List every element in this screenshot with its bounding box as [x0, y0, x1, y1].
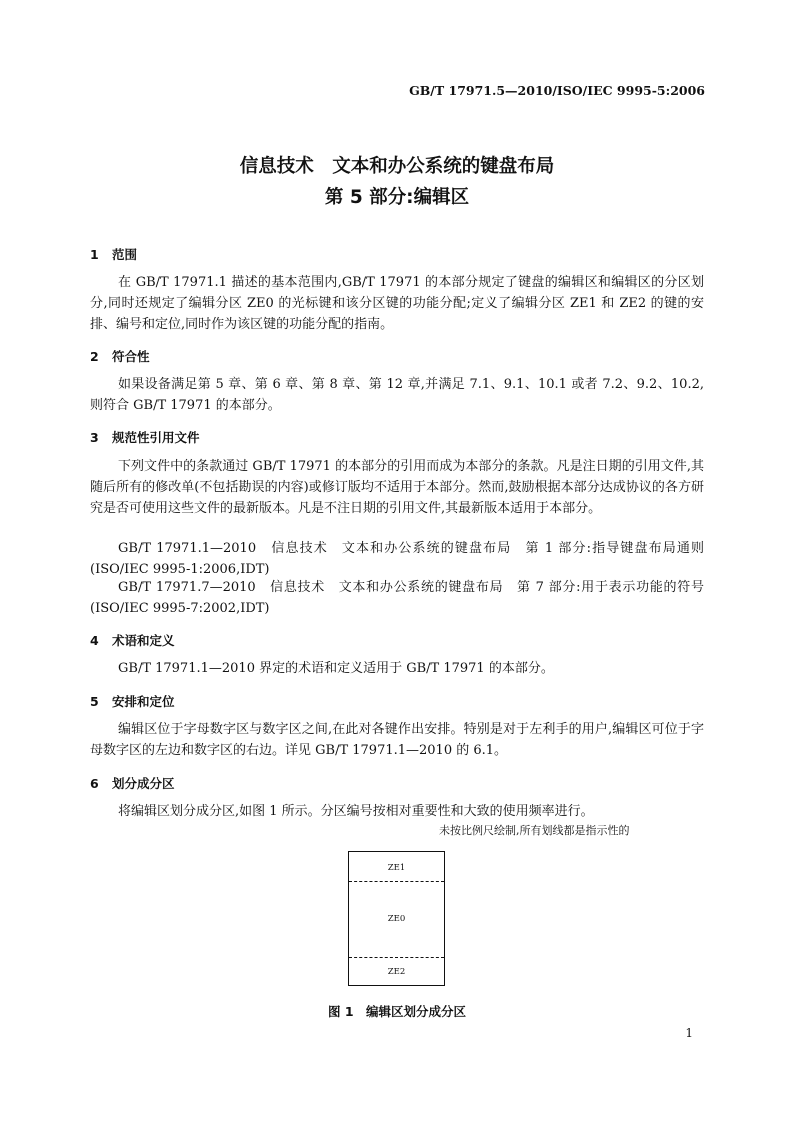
section-4-heading: 4 术语和定义: [90, 633, 175, 648]
division-paragraph: 将编辑区划分成分区,如图 1 所示。分区编号按相对重要性和大致的使用频率进行。: [118, 804, 594, 819]
figure-caption: 图 1 编辑区划分成分区: [327, 1004, 467, 1019]
zone-divider-bottom: [349, 957, 444, 958]
terms-paragraph: GB/T 17971.1—2010 界定的术语和定义适用于 GB/T 17971 的本部分。: [118, 661, 554, 676]
section-6-heading: 6 划分成分区: [90, 776, 175, 791]
section-1-heading: 1 范围: [90, 247, 138, 262]
figure-note: 未按比例尺绘制,所有划线都是指示性的: [439, 824, 630, 837]
reference-item-1: GB/T 17971.1—2010 信息技术 文本和办公系统的键盘布局 第 1 部分:指导键盘布局通则(ISO/IEC 9995-1:2006,IDT): [90, 541, 704, 577]
zone-divider-top: [349, 881, 444, 882]
reference-item-2: GB/T 17971.7—2010 信息技术 文本和办公系统的键盘布局 第 7 部分:用于表示功能的符号(ISO/IEC 9995-7:2002,IDT): [90, 580, 704, 616]
title-line-1: 信息技术 文本和办公系统的键盘布局: [239, 156, 555, 177]
title-line-2: 第 5 部分:编辑区: [324, 187, 470, 208]
scope-paragraph: 在 GB/T 17971.1 描述的基本范围内,GB/T 17971 的本部分规定了键盘的编辑区和编辑区的分区划分,同时还规定了编辑分区 ZE0 的光标键和该分区键的功能分配;定义了编辑分区 ZE1 和 ZE2 的键的安排、编号和定位,同时作为该区键的功能分配的指南。: [90, 275, 704, 332]
zone-label-ze1: ZE1: [387, 863, 406, 873]
zone-label-ze2: ZE2: [387, 967, 406, 977]
arrangement-paragraph: 编辑区位于字母数字区与数字区之间,在此对各键作出安排。特别是对于左利手的用户,编辑区可位于字母数字区的左边和数字区的右边。详见 GB/T 17971.1—2010 的 6.1。: [90, 722, 704, 758]
normref-paragraph: 下列文件中的条款通过 GB/T 17971 的本部分的引用而成为本部分的条款。凡是注日期的引用文件,其随后所有的修改单(不包括勘误的内容)或修订版均不适用于本部分。然而,鼓励根据本部分达成协议的各方研究是否可使用这些文件的最新版本。凡是不注日期的引用文件,其最新版本适用于本部分。: [90, 459, 704, 516]
zone-label-ze0: ZE0: [387, 914, 406, 924]
section-2-heading: 2 符合性: [90, 349, 150, 364]
section-5-heading: 5 安排和定位: [90, 694, 175, 709]
edit-zone-diagram: [348, 851, 445, 986]
document-code: GB/T 17971.5—2010/ISO/IEC 9995-5:2006: [409, 83, 705, 98]
section-3-heading: 3 规范性引用文件: [90, 430, 200, 445]
conformance-paragraph: 如果设备满足第 5 章、第 6 章、第 8 章、第 12 章,并满足 7.1、9.1、10.1 或者 7.2、9.2、10.2,则符合 GB/T 17971 的本部分。: [90, 377, 704, 413]
page-number: 1: [685, 1026, 693, 1040]
